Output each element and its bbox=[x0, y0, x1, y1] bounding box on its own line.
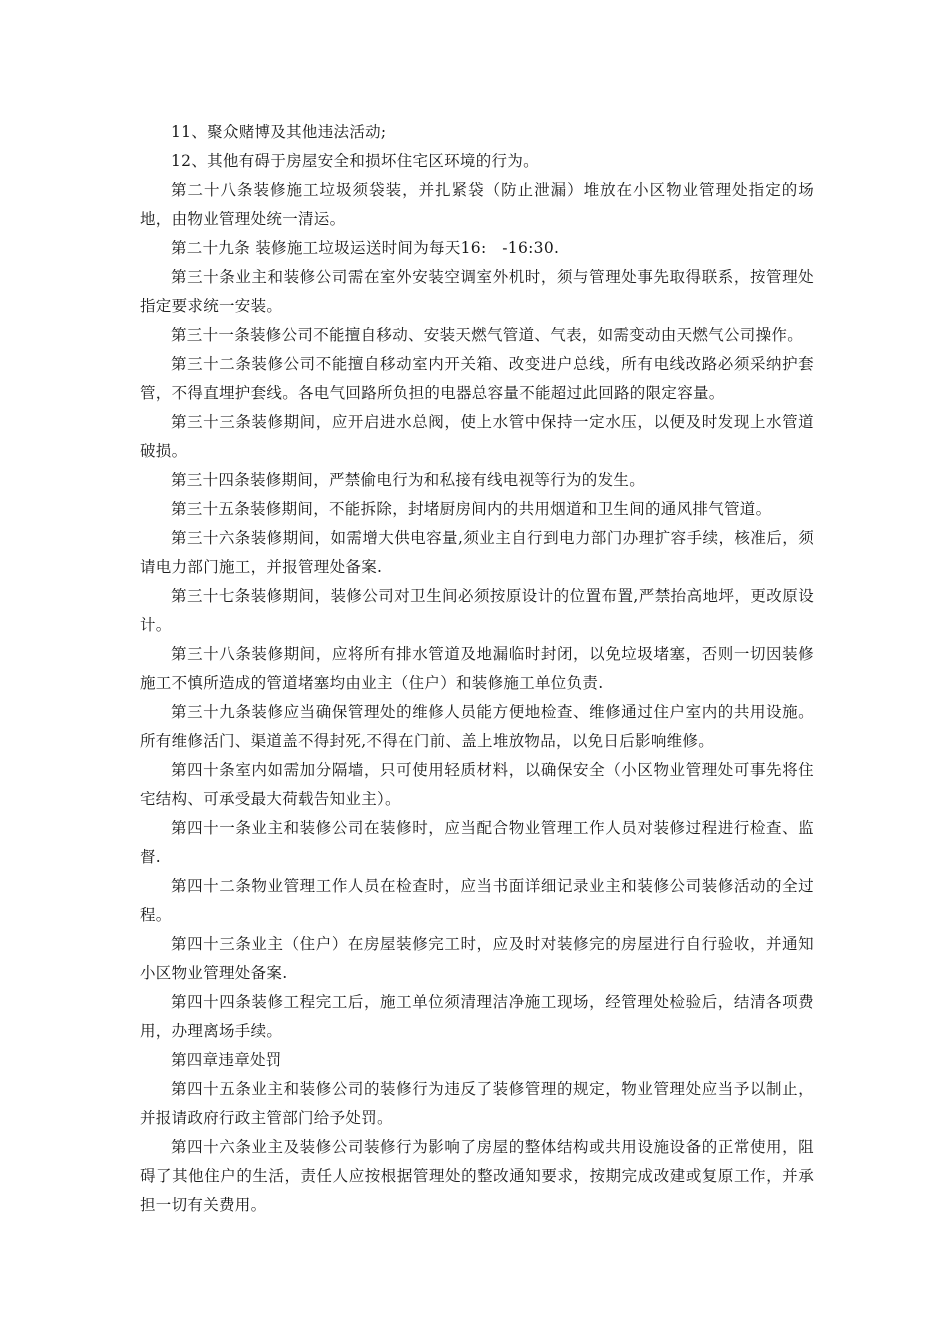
article-44: 第四十四条装修工程完工后，施工单位须清理洁净施工现场，经管理处检验后，结清各项费用，办理离场手续。 bbox=[140, 993, 814, 1040]
article-41: 第四十一条业主和装修公司在装修时，应当配合物业管理工作人员对装修过程进行检查、监督. bbox=[140, 819, 814, 866]
article-28: 第二十八条装修施工垃圾须袋装，并扎紧袋（防止泄漏）堆放在小区物业管理处指定的场地，由物业管理处统一清运。 bbox=[140, 181, 814, 228]
article-45: 第四十五条业主和装修公司的装修行为违反了装修管理的规定，物业管理处应当予以制止，并报请政府行政主管部门给予处罚。 bbox=[140, 1080, 814, 1127]
article-38: 第三十八条装修期间，应将所有排水管道及地漏临时封闭，以免垃圾堵塞，否则一切因装修施工不慎所造成的管道堵塞均由业主（住户）和装修施工单位负责. bbox=[140, 645, 814, 692]
article-37: 第三十七条装修期间，装修公司对卫生间必须按原设计的位置布置,严禁抬高地坪，更改原设计。 bbox=[140, 587, 814, 634]
chapter-heading: 第四章违章处罚 bbox=[171, 1051, 282, 1069]
article-39: 第三十九条装修应当确保管理处的维修人员能方便地检查、维修通过住户室内的共用设施。所有维修活门、渠道盖不得封死,不得在门前、盖上堆放物品，以免日后影响维修。 bbox=[140, 703, 814, 750]
article-34: 第三十四条装修期间，严禁偷电行为和私接有线电视等行为的发生。 bbox=[171, 471, 646, 489]
article-42: 第四十二条物业管理工作人员在检查时，应当书面详细记录业主和装修公司装修活动的全过程。 bbox=[140, 877, 814, 924]
document-body bbox=[140, 118, 814, 1220]
article-40: 第四十条室内如需加分隔墙，只可使用轻质材料，以确保安全（小区物业管理处可事先将住宅结构、可承受最大荷载告知业主）。 bbox=[140, 761, 814, 808]
list-item-12: 12、其他有碍于房屋安全和损坏住宅区环境的行为。 bbox=[171, 152, 539, 170]
article-31: 第三十一条装修公司不能擅自移动、安装天燃气管道、气表，如需变动由天燃气公司操作。 bbox=[171, 326, 804, 344]
article-32: 第三十二条装修公司不能擅自移动室内开关箱、改变进户总线，所有电线改路必须采纳护套管，不得直埋护套线。各电气回路所负担的电器总容量不能超过此回路的限定容量。 bbox=[140, 355, 814, 402]
list-item-11: 11、聚众赌博及其他违法活动; bbox=[171, 123, 387, 141]
article-36: 第三十六条装修期间，如需增大供电容量,须业主自行到电力部门办理扩容手续，核准后，须请电力部门施工，并报管理处备案. bbox=[140, 529, 814, 576]
article-33: 第三十三条装修期间，应开启进水总阀，使上水管中保持一定水压，以便及时发现上水管道破损。 bbox=[140, 413, 814, 460]
article-43: 第四十三条业主（住户）在房屋装修完工时，应及时对装修完的房屋进行自行验收，并通知小区物业管理处备案. bbox=[140, 935, 814, 982]
article-30: 第三十条业主和装修公司需在室外安装空调室外机时，须与管理处事先取得联系，按管理处指定要求统一安装。 bbox=[140, 268, 814, 315]
article-35: 第三十五条装修期间，不能拆除，封堵厨房间内的共用烟道和卫生间的通风排气管道。 bbox=[171, 500, 772, 518]
article-46: 第四十六条业主及装修公司装修行为影响了房屋的整体结构或共用设施设备的正常使用，阻碍了其他住户的生活，责任人应按根据管理处的整改通知要求，按期完成改建或复原工作，并承担一切有关费用。 bbox=[140, 1138, 814, 1214]
article-29: 第二十九条 装修施工垃圾运送时间为每天16: -16:30. bbox=[171, 239, 560, 257]
